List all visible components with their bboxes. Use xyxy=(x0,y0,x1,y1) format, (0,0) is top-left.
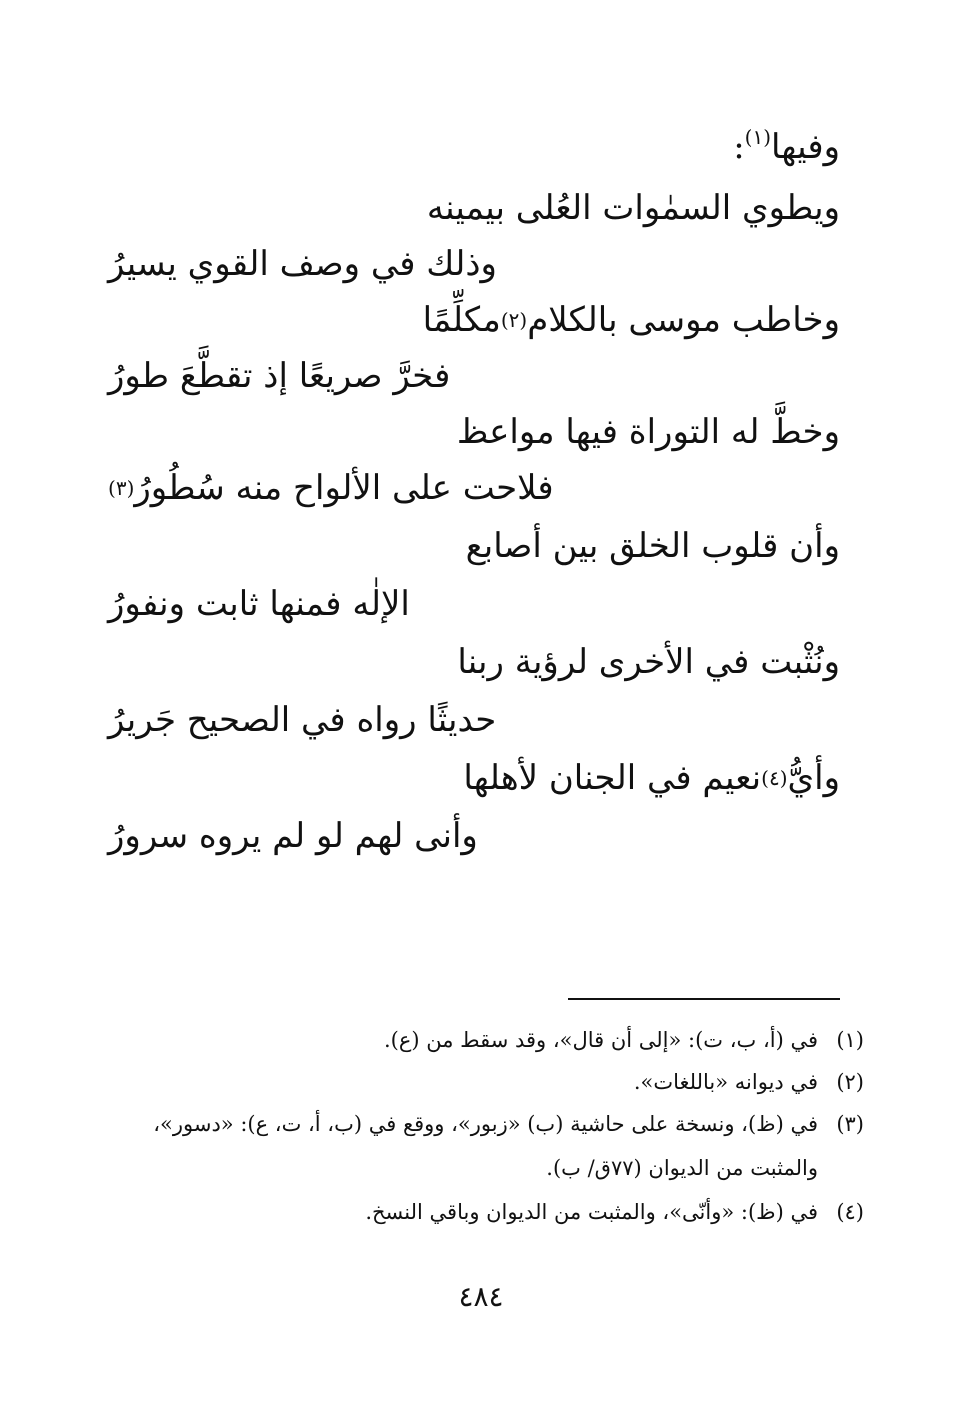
verse-2-second-hemistich xyxy=(108,348,528,404)
verse-3-first-hemistich xyxy=(420,404,840,460)
verse-5-second-hemistich xyxy=(108,692,528,748)
footnote-1 xyxy=(384,1022,864,1058)
hemistich-text: وخطَّ له التوراة فيها مواعظ xyxy=(456,412,840,452)
footnote-text: والمثبت من الديوان (٧٧ق/ ب). xyxy=(546,1156,818,1180)
hemistich-text: الإلٰه فمنها ثابت ونفورُ xyxy=(108,584,410,624)
footnote-separator xyxy=(568,998,840,1000)
intro-colon: : xyxy=(733,127,745,167)
footnote-3-continuation xyxy=(546,1150,818,1186)
verse-4-first-hemistich xyxy=(420,518,840,574)
verse-2-first-hemistich: وخاطب موسى بالكلام (٢) مكلِّمًا xyxy=(422,300,840,340)
verse-1-second-hemistich xyxy=(108,236,528,292)
footnote-number: (٣) xyxy=(836,1112,864,1136)
hemistich-text: ويطوي السمٰوات العُلى بيمينه xyxy=(426,188,840,228)
verse-4-second-hemistich xyxy=(108,576,528,632)
footnote-text: في (ظ)، ونسخة على حاشية (ب) «زبور»، ووقع في (ب، أ، ت، ع): «دسور»، xyxy=(153,1112,818,1136)
footnote-3 xyxy=(153,1106,864,1142)
footnote-2 xyxy=(634,1064,864,1100)
hemistich-text-end: نعيم في الجنان لأهلها xyxy=(463,758,762,798)
verse-6-first-hemistich: وأيُّ (٤) نعيم في الجنان لأهلها xyxy=(463,758,840,798)
hemistich-text: فخرَّ صريعًا إذ تقطَّعَ طورُ xyxy=(108,356,451,396)
verse-5-first-hemistich xyxy=(420,634,840,690)
footnote-text: في (ظ): «وأنّى»، والمثبت من الديوان وباقي النسخ. xyxy=(365,1200,818,1224)
hemistich-text: ونُثْبت في الأخرى لرؤية ربنا xyxy=(457,642,840,682)
hemistich-text: وخاطب موسى بالكلام xyxy=(527,300,840,340)
verse-3-second-hemistich: فلاحت على الألواح منه سُطُورُ (٣) xyxy=(108,468,554,508)
verse-6-second-hemistich xyxy=(108,808,528,864)
footnote-number: (٤) xyxy=(836,1200,864,1224)
verse-1-first-hemistich xyxy=(420,180,840,236)
intro-line xyxy=(733,122,840,172)
footnote-ref-1: (١) xyxy=(744,125,772,149)
hemistich-text: حديثًا رواه في الصحيح جَريرُ xyxy=(108,700,497,740)
hemistich-text: فلاحت على الألواح منه سُطُورُ xyxy=(134,468,554,508)
page-number: ٤٨٤ xyxy=(458,1280,504,1313)
intro-text: وفيها xyxy=(771,127,840,167)
hemistich-text: وأن قلوب الخلق بين أصابع xyxy=(465,526,840,566)
hemistich-text: وأنى لهم لو لم يروه سرورُ xyxy=(108,816,478,856)
hemistich-text: وأيُّ xyxy=(787,758,840,798)
hemistich-text: وذلك في وصف القوي يسيرُ xyxy=(108,244,497,284)
footnote-text: في ديوانه «باللغات». xyxy=(633,1070,818,1094)
footnote-4 xyxy=(365,1194,864,1230)
footnote-text: في (أ، ب، ت): «إلى أن قال»، وقد سقط من (ع). xyxy=(383,1028,818,1052)
footnote-number: (١) xyxy=(836,1028,864,1052)
footnote-number: (٢) xyxy=(836,1070,864,1094)
hemistich-text-end: مكلِّمًا xyxy=(422,300,501,340)
